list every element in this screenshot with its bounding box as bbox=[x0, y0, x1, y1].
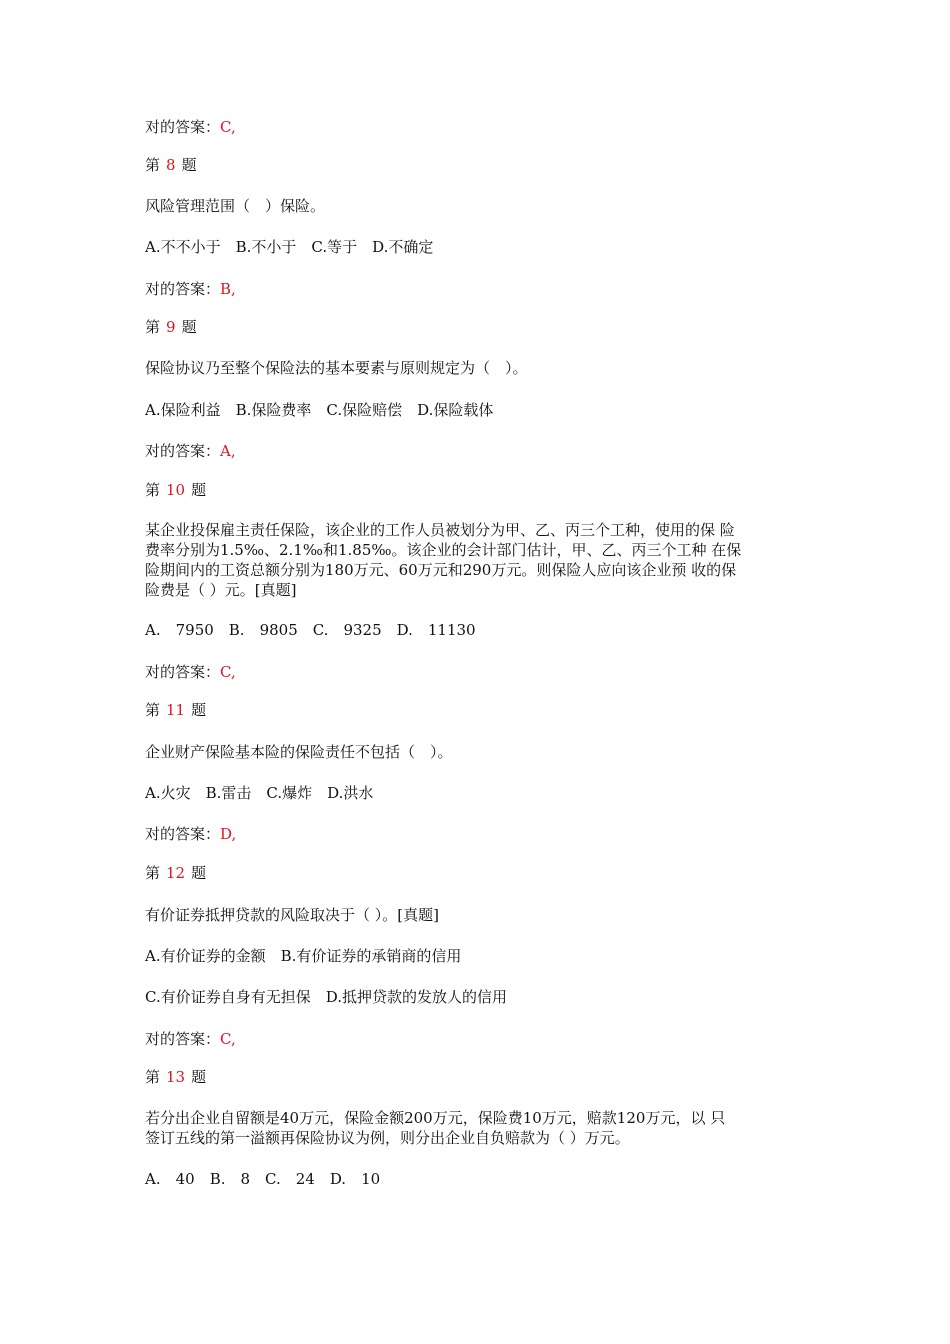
question-stem-8: 风险管理范围（ ）保险。 bbox=[145, 197, 326, 215]
question-number: 11 bbox=[166, 701, 186, 719]
question-prefix: 第 bbox=[145, 701, 161, 719]
answer-label: 对的答案： bbox=[145, 118, 221, 136]
answer-value: D, bbox=[220, 825, 237, 843]
answer-label: 对的答案： bbox=[145, 1030, 221, 1048]
question-options-12-row-2: C.有价证券自身有无担保 D.抵押贷款的发放人的信用 bbox=[145, 988, 507, 1006]
answer-value: C, bbox=[220, 118, 236, 136]
question-number: 10 bbox=[166, 481, 186, 499]
question-suffix: 题 bbox=[191, 481, 207, 499]
answer-value: C, bbox=[220, 1030, 236, 1048]
question-number: 13 bbox=[166, 1068, 186, 1086]
question-stem-11: 企业财产保险基本险的保险责任不包括（ ）。 bbox=[145, 743, 453, 761]
question-prefix: 第 bbox=[145, 318, 161, 336]
answer-label: 对的答案： bbox=[145, 442, 221, 460]
question-heading-13 bbox=[145, 1067, 206, 1087]
question-options-13: A. 40 B. 8 C. 24 D. 10 bbox=[145, 1170, 381, 1188]
question-heading-8 bbox=[145, 155, 197, 175]
question-prefix: 第 bbox=[145, 1068, 161, 1086]
question-number: 8 bbox=[166, 156, 176, 174]
answer-value: A, bbox=[220, 442, 236, 460]
question-heading-11 bbox=[145, 700, 206, 720]
answer-value: C, bbox=[220, 663, 236, 681]
question-stem-10-line-1: 某企业投保雇主责任保险，该企业的工作人员被划分为甲、乙、丙三个工种，使用的保 险 bbox=[145, 521, 735, 539]
question-stem-10-line-2: 费率分别为1.5‰、2.1‰和1.85‰。该企业的会计部门估计，甲、乙、丙三个工种 在保 bbox=[145, 541, 742, 559]
answer-line-12 bbox=[145, 1029, 236, 1049]
question-options-8: A.不不小于 B.不小于 C.等于 D.不确定 bbox=[145, 238, 434, 256]
question-number: 12 bbox=[166, 864, 186, 882]
question-number: 9 bbox=[166, 318, 176, 336]
answer-label: 对的答案： bbox=[145, 825, 221, 843]
question-options-12-row-1: A.有价证券的金额 B.有价证券的承销商的信用 bbox=[145, 947, 462, 965]
question-stem-10-line-3: 险期间内的工资总额分别为180万元、60万元和290万元。则保险人应向该企业预 收的保 bbox=[145, 561, 737, 579]
question-stem-12: 有价证券抵押贷款的风险取决于（ ）。[真题] bbox=[145, 906, 439, 924]
question-heading-10 bbox=[145, 480, 206, 500]
answer-line-11 bbox=[145, 824, 236, 844]
question-suffix: 题 bbox=[191, 701, 207, 719]
question-stem-13-line-2: 签订五线的第一溢额再保险协议为例，则分出企业自负赔款为（ ）万元。 bbox=[145, 1129, 630, 1147]
question-options-10: A. 7950 B. 9805 C. 9325 D. 11130 bbox=[145, 621, 476, 639]
answer-label: 对的答案： bbox=[145, 280, 221, 298]
question-prefix: 第 bbox=[145, 864, 161, 882]
question-suffix: 题 bbox=[181, 156, 197, 174]
question-suffix: 题 bbox=[191, 1068, 207, 1086]
answer-line-8 bbox=[145, 279, 236, 299]
answer-line-7 bbox=[145, 117, 236, 137]
answer-value: B, bbox=[220, 280, 236, 298]
answer-line-10 bbox=[145, 662, 236, 682]
question-stem-9: 保险协议乃至整个保险法的基本要素与原则规定为（ ）。 bbox=[145, 359, 528, 377]
answer-line-9 bbox=[145, 441, 236, 461]
question-options-11: A.火灾 B.雷击 C.爆炸 D.洪水 bbox=[145, 784, 374, 802]
question-stem-10-line-4: 险费是（ ）元。[真题] bbox=[145, 581, 297, 599]
question-options-9: A.保险利益 B.保险费率 C.保险赔偿 D.保险载体 bbox=[145, 401, 494, 419]
answer-label: 对的答案： bbox=[145, 663, 221, 681]
question-suffix: 题 bbox=[181, 318, 197, 336]
question-suffix: 题 bbox=[191, 864, 207, 882]
question-heading-12 bbox=[145, 863, 206, 883]
question-prefix: 第 bbox=[145, 481, 161, 499]
question-prefix: 第 bbox=[145, 156, 161, 174]
question-stem-13-line-1: 若分出企业自留额是40万元，保险金额200万元，保险费10万元，赔款120万元，以 只 bbox=[145, 1109, 726, 1127]
question-heading-9 bbox=[145, 317, 197, 337]
